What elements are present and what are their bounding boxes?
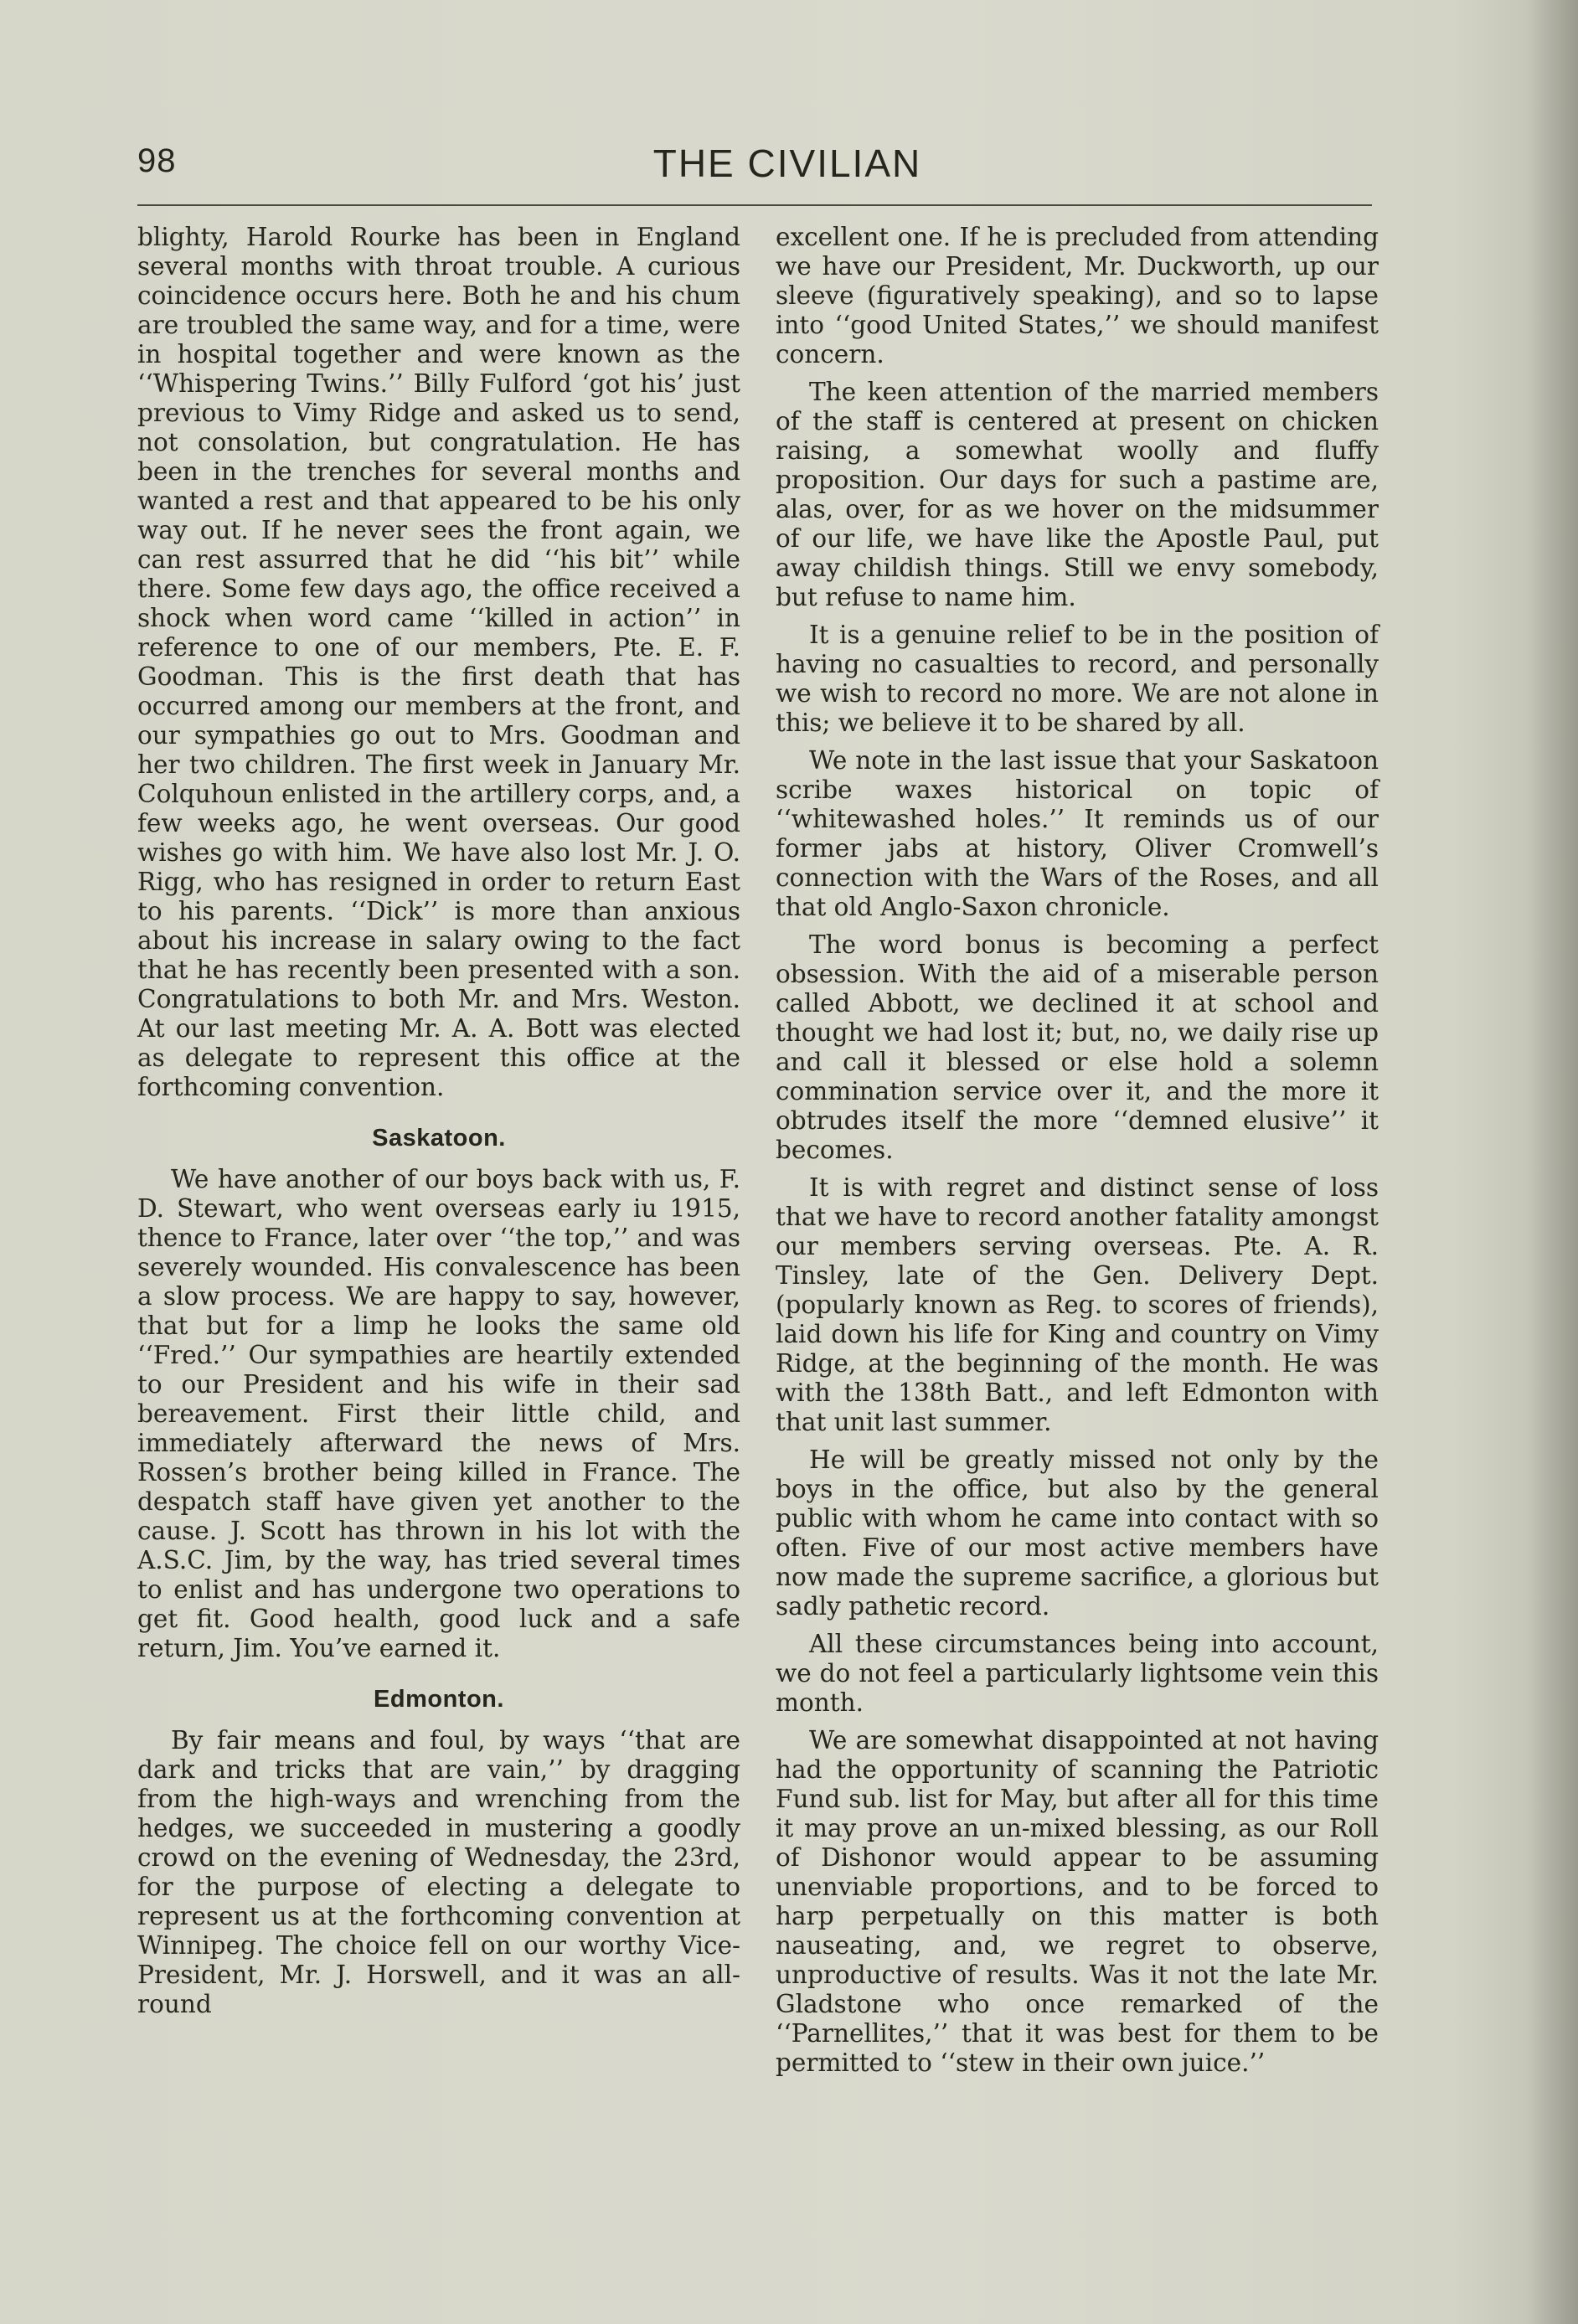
header-rule	[137, 204, 1372, 206]
paragraph: All these circumstances being into account, we do not feel a particularly lightsome vein this month.	[776, 1630, 1379, 1717]
paragraph: The word bonus is becoming a perfect obsession. With the aid of a miserable person called Abbott, we declined it at school and thought we had lost it; but, no, we daily rise up and call it blessed or else hold a solemn commination service over it, and the more it obtrudes itself the more ‘‘demned elusive’’ it becomes.	[776, 930, 1379, 1164]
section-heading-saskatoon: Saskatoon.	[372, 1125, 506, 1152]
paragraph: excellent one. If he is precluded from attending we have our President, Mr. Duckworth, up our sleeve (figuratively speaking), and so to lapse into ‘‘good United States,’’ we should manifest concern.	[776, 223, 1379, 368]
paragraph: It is with regret and distinct sense of loss that we have to record another fatality amongst our members serving overseas. Pte. A. R. Tinsley, late of the Gen. Delivery Dept. (popularly known as Reg. to scores of friends), laid down his life for King and country on Vimy Ridge, at the beginning of the month. He was with the 138th Batt., and left Edmonton with that unit last summer.	[776, 1173, 1379, 1436]
paragraph: We are somewhat disappointed at not having had the opportunity of scanning the Patriotic Fund sub. list for May, but after all for this time it may prove an un-mixed blessing, as our Roll of Dishonor would appear to be assuming unenviable proportions, and to be forced to harp perpetually on this matter is both nauseating, and, we regret to observe, unproductive of results. Was it not the late Mr. Gladstone who once remarked of the ‘‘Parnellites,’’ that it was best for them to be permitted to ‘‘stew in their own juice.’’	[776, 1726, 1379, 2077]
paragraph: He will be greatly missed not only by the boys in the office, but also by the general public with whom he came into contact with so often. Five of our most active members have now made the supreme sacrifice, a glorious but sadly pathetic record.	[776, 1445, 1379, 1621]
page-spine-shadow	[1528, 0, 1578, 2324]
section-heading-edmonton: Edmonton.	[374, 1686, 504, 1713]
page-number: 98	[137, 142, 177, 179]
paragraph: It is a genuine relief to be in the position of having no casualties to record, and personally we wish to record no more. We are not alone in this; we believe it to be shared by all.	[776, 621, 1379, 737]
right-column	[776, 223, 1379, 2086]
paragraph: We have another of our boys back with us, F. D. Stewart, who went overseas early iu 1915, thence to France, later over ‘‘the top,’’ and was severely wounded. His convalescence has been a slow process. We are happy to say, however, that but for a limp he looks the same old ‘‘Fred.’’ Our sympathies are heartily extended to our President and his wife in their sad bereavement. First their little child, and immediately afterward the news of Mrs. Rossen’s brother being killed in France. The despatch staff have given yet another to the cause. J. Scott has thrown in his lot with the A.S.C. Jim, by the way, has tried several times to enlist and has undergone two operations to get fit. Good health, good luck and a safe return, Jim. You’ve earned it.	[137, 1165, 740, 1662]
paragraph: blighty, Harold Rourke has been in England several months with throat trouble. A curious coincidence occurs here. Both he and his chum are troubled the same way, and for a time, were in hospital together and were known as the ‘‘Whispering Twins.’’ Billy Fulford ‘got his’ just previous to Vimy Ridge and asked us to send, not consolation, but congratulation. He has been in the trenches for several months and wanted a rest and that appeared to be his only way out. If he never sees the front again, we can rest assurred that he did ‘‘his bit’’ while there. Some few days ago, the office received a shock when word came ‘‘killed in action’’ in reference to one of our members, Pte. E. F. Goodman. This is the first death that has occurred among our members at the front, and our sympathies go out to Mrs. Goodman and her two children. The first week in January Mr. Colquhoun enlisted in the artillery corps, and, a few weeks ago, he went overseas. Our good wishes go with him. We have also lost Mr. J. O. Rigg, who has resigned in order to return East to his parents. ‘‘Dick’’ is more than anxious about his increase in salary owing to the fact that he has recently been presented with a son. Congratulations to both Mr. and Mrs. Weston. At our last meeting Mr. A. A. Bott was elected as delegate to represent this office at the forthcoming convention.	[137, 223, 740, 1101]
paragraph: We note in the last issue that your Saskatoon scribe waxes historical on topic of ‘‘whitewashed holes.’’ It reminds us of our former jabs at history, Oliver Cromwell’s connection with the Wars of the Roses, and all that old Anglo-Saxon chronicle.	[776, 746, 1379, 921]
left-column	[137, 223, 740, 2028]
running-head-title: THE CIVILIAN	[652, 142, 922, 185]
paragraph: By fair means and foul, by ways ‘‘that are dark and tricks that are vain,’’ by dragging from the high-ways and wrenching from the hedges, we succeeded in mustering a goodly crowd on the evening of Wednesday, the 23rd, for the purpose of electing a delegate to represent us at the forthcoming convention at Winnipeg. The choice fell on our worthy Vice-President, Mr. J. Horswell, and it was an all-round	[137, 1726, 740, 2018]
paragraph: The keen attention of the married members of the staff is centered at present on chicken raising, a somewhat woolly and fluffy proposition. Our days for such a pastime are, alas, over, for as we hover on the midsummer of our life, we have like the Apostle Paul, put away childish things. Still we envy somebody, but refuse to name him.	[776, 378, 1379, 611]
